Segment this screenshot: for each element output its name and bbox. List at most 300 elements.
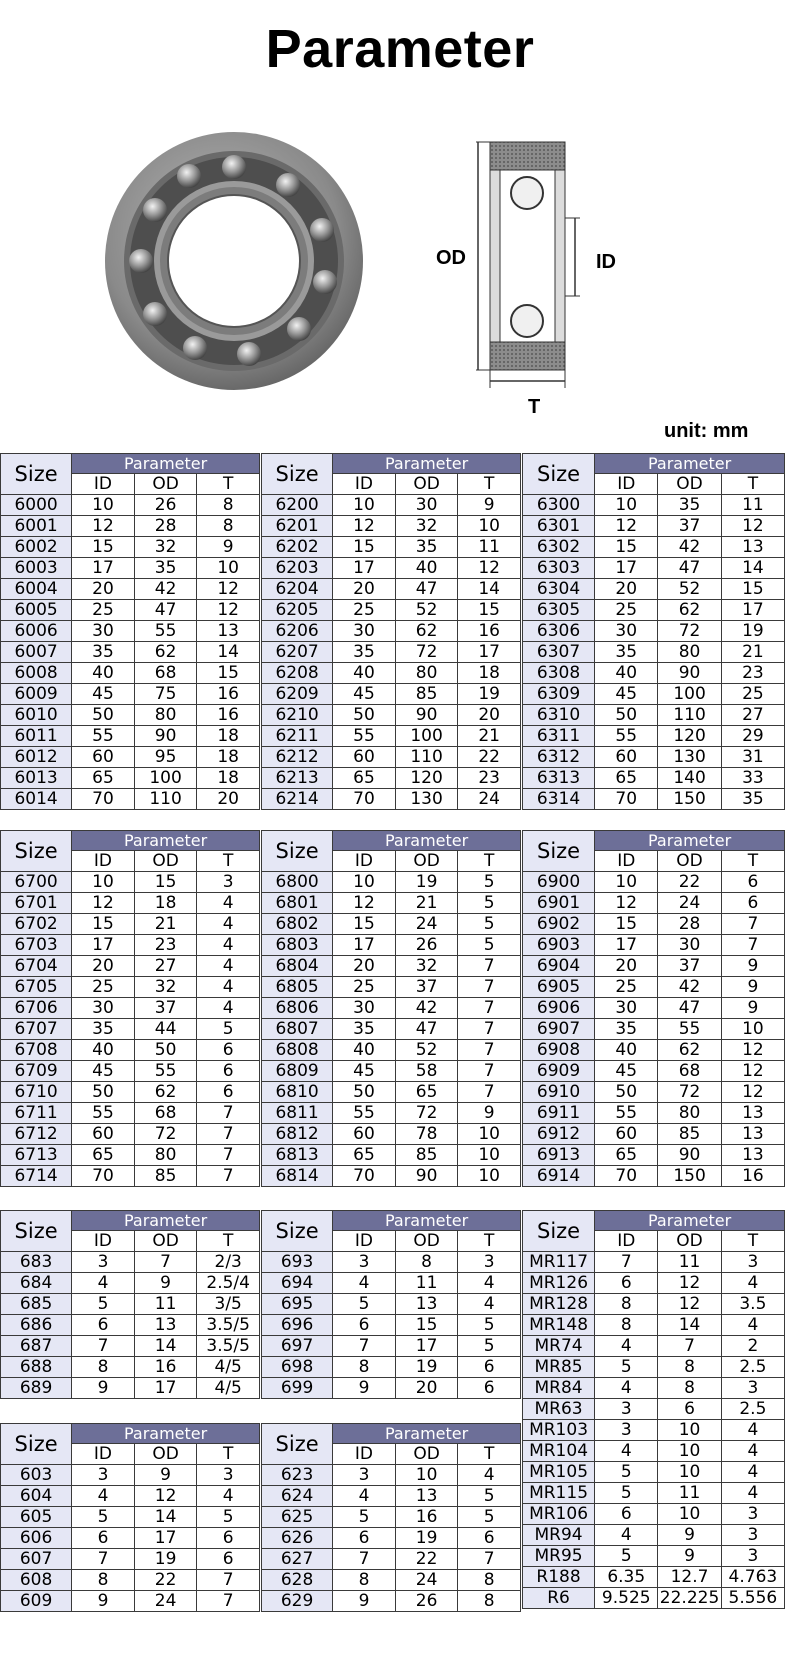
table-row bbox=[523, 914, 785, 935]
size-cell: MR126 bbox=[523, 1273, 595, 1294]
od-cell: 35 bbox=[134, 558, 197, 579]
t-cell: 19 bbox=[458, 684, 521, 705]
t-cell: 3 bbox=[721, 1252, 784, 1273]
od-cell: 9 bbox=[658, 1525, 721, 1546]
table-row bbox=[523, 726, 785, 747]
od-header: OD bbox=[395, 1231, 458, 1252]
size-cell: 6907 bbox=[523, 1019, 595, 1040]
od-cell: 17 bbox=[134, 1378, 197, 1399]
table-row bbox=[523, 1294, 785, 1315]
od-cell: 19 bbox=[395, 1357, 458, 1378]
od-cell: 21 bbox=[395, 893, 458, 914]
t-cell: 20 bbox=[197, 789, 260, 810]
size-cell: 6007 bbox=[1, 642, 72, 663]
id-cell: 6 bbox=[595, 1273, 658, 1294]
od-cell: 28 bbox=[134, 516, 197, 537]
t-cell: 4 bbox=[197, 893, 260, 914]
t-cell: 10 bbox=[197, 558, 260, 579]
id-cell: 4 bbox=[595, 1336, 658, 1357]
id-cell: 9 bbox=[333, 1591, 396, 1612]
table-row bbox=[523, 893, 785, 914]
table-row bbox=[262, 516, 521, 537]
table-row bbox=[1, 893, 260, 914]
t-cell: 10 bbox=[721, 1019, 784, 1040]
table-row bbox=[262, 747, 521, 768]
size-cell: 6912 bbox=[523, 1124, 595, 1145]
t-cell: 2/3 bbox=[197, 1252, 260, 1273]
id-header: ID bbox=[72, 851, 135, 872]
t-cell: 12 bbox=[197, 579, 260, 600]
size-cell: 6206 bbox=[262, 621, 333, 642]
table-row bbox=[262, 1145, 521, 1166]
od-cell: 7 bbox=[658, 1336, 721, 1357]
table-row bbox=[262, 621, 521, 642]
id-cell: 12 bbox=[72, 516, 135, 537]
t-cell: 7 bbox=[458, 956, 521, 977]
table-row bbox=[262, 1040, 521, 1061]
table-row bbox=[1, 956, 260, 977]
id-cell: 9 bbox=[72, 1378, 135, 1399]
table-row bbox=[523, 998, 785, 1019]
id-cell: 15 bbox=[72, 914, 135, 935]
t-cell: 4 bbox=[197, 956, 260, 977]
t-cell: 5 bbox=[197, 1019, 260, 1040]
od-cell: 37 bbox=[658, 516, 721, 537]
size-cell: 6710 bbox=[1, 1082, 72, 1103]
id-cell: 55 bbox=[72, 726, 135, 747]
table-row bbox=[1, 1465, 260, 1486]
od-cell: 72 bbox=[658, 621, 721, 642]
size-header: Size bbox=[1, 1211, 72, 1252]
size-cell: 6813 bbox=[262, 1145, 333, 1166]
t-cell: 12 bbox=[721, 1082, 784, 1103]
size-cell: 604 bbox=[1, 1486, 72, 1507]
od-cell: 6 bbox=[658, 1399, 721, 1420]
od-cell: 24 bbox=[395, 1570, 458, 1591]
id-cell: 30 bbox=[333, 621, 396, 642]
table-row bbox=[262, 663, 521, 684]
od-cell: 42 bbox=[658, 537, 721, 558]
od-cell: 30 bbox=[395, 495, 458, 516]
id-cell: 4 bbox=[333, 1486, 396, 1507]
table-row bbox=[1, 726, 260, 747]
od-cell: 62 bbox=[658, 600, 721, 621]
table-row bbox=[1, 1549, 260, 1570]
id-cell: 55 bbox=[72, 1103, 135, 1124]
t-cell: 3 bbox=[721, 1504, 784, 1525]
id-cell: 55 bbox=[333, 1103, 396, 1124]
od-cell: 37 bbox=[658, 956, 721, 977]
size-cell: 6911 bbox=[523, 1103, 595, 1124]
t-cell: 3 bbox=[458, 1252, 521, 1273]
id-cell: 15 bbox=[333, 914, 396, 935]
od-cell: 17 bbox=[395, 1336, 458, 1357]
table-row bbox=[262, 768, 521, 789]
t-cell: 17 bbox=[721, 600, 784, 621]
t-cell: 10 bbox=[458, 1166, 521, 1187]
size-cell: 6808 bbox=[262, 1040, 333, 1061]
id-cell: 17 bbox=[72, 558, 135, 579]
size-cell: 6306 bbox=[523, 621, 595, 642]
size-cell: R6 bbox=[523, 1588, 595, 1609]
od-cell: 40 bbox=[395, 558, 458, 579]
t-cell: 5 bbox=[458, 872, 521, 893]
size-cell: 685 bbox=[1, 1294, 72, 1315]
id-cell: 5 bbox=[333, 1507, 396, 1528]
t-cell: 7 bbox=[721, 935, 784, 956]
id-cell: 12 bbox=[595, 893, 658, 914]
t-cell: 11 bbox=[458, 537, 521, 558]
size-cell: 6810 bbox=[262, 1082, 333, 1103]
size-cell: 6714 bbox=[1, 1166, 72, 1187]
size-cell: 623 bbox=[262, 1465, 333, 1486]
table-row bbox=[523, 663, 785, 684]
t-cell: 11 bbox=[721, 495, 784, 516]
id-header: ID bbox=[595, 851, 658, 872]
od-header: OD bbox=[658, 474, 721, 495]
size-cell: 6914 bbox=[523, 1166, 595, 1187]
size-cell: 6009 bbox=[1, 684, 72, 705]
od-cell: 62 bbox=[395, 621, 458, 642]
parameter-header: Parameter bbox=[333, 831, 521, 851]
table-row bbox=[1, 1378, 260, 1399]
table-row bbox=[1, 705, 260, 726]
id-cell: 12 bbox=[595, 516, 658, 537]
t-header: T bbox=[458, 851, 521, 872]
t-cell: 5 bbox=[458, 935, 521, 956]
table-row bbox=[262, 1486, 521, 1507]
size-cell: MR106 bbox=[523, 1504, 595, 1525]
t-cell: 4 bbox=[721, 1441, 784, 1462]
t-cell: 13 bbox=[721, 1103, 784, 1124]
t-cell: 14 bbox=[458, 579, 521, 600]
od-cell: 13 bbox=[395, 1294, 458, 1315]
od-cell: 47 bbox=[395, 579, 458, 600]
od-cell: 47 bbox=[658, 998, 721, 1019]
t-cell: 3 bbox=[721, 1546, 784, 1567]
id-cell: 5 bbox=[595, 1483, 658, 1504]
od-cell: 15 bbox=[134, 872, 197, 893]
size-cell: 6214 bbox=[262, 789, 333, 810]
od-cell: 130 bbox=[395, 789, 458, 810]
od-cell: 32 bbox=[395, 956, 458, 977]
t-cell: 29 bbox=[721, 726, 784, 747]
table-row bbox=[523, 1103, 785, 1124]
t-cell: 2.5 bbox=[721, 1399, 784, 1420]
t-cell: 4 bbox=[197, 914, 260, 935]
bearing-photo bbox=[103, 130, 365, 392]
table-row bbox=[523, 977, 785, 998]
id-cell: 10 bbox=[333, 495, 396, 516]
id-cell: 6 bbox=[595, 1504, 658, 1525]
od-header: OD bbox=[395, 474, 458, 495]
t-cell: 7 bbox=[458, 1549, 521, 1570]
table-row bbox=[1, 1040, 260, 1061]
id-header: ID bbox=[333, 1231, 396, 1252]
size-cell: 605 bbox=[1, 1507, 72, 1528]
od-cell: 130 bbox=[658, 747, 721, 768]
od-cell: 19 bbox=[395, 1528, 458, 1549]
table-6000 bbox=[0, 453, 260, 810]
id-cell: 6 bbox=[333, 1315, 396, 1336]
table-row bbox=[1, 1357, 260, 1378]
id-cell: 5 bbox=[72, 1507, 135, 1528]
table-6700 bbox=[0, 830, 260, 1187]
size-cell: 688 bbox=[1, 1357, 72, 1378]
size-header: Size bbox=[523, 831, 595, 872]
od-cell: 24 bbox=[395, 914, 458, 935]
t-cell: 13 bbox=[197, 621, 260, 642]
od-cell: 15 bbox=[395, 1315, 458, 1336]
table-620 bbox=[261, 1423, 521, 1612]
id-label: ID bbox=[596, 251, 616, 273]
table-row bbox=[1, 579, 260, 600]
t-cell: 9 bbox=[458, 1103, 521, 1124]
id-cell: 8 bbox=[595, 1315, 658, 1336]
t-cell: 12 bbox=[197, 600, 260, 621]
size-cell: 6310 bbox=[523, 705, 595, 726]
t-cell: 12 bbox=[721, 1040, 784, 1061]
od-cell: 10 bbox=[395, 1465, 458, 1486]
table-row bbox=[1, 642, 260, 663]
size-cell: 6309 bbox=[523, 684, 595, 705]
size-header: Size bbox=[523, 454, 595, 495]
t-cell: 20 bbox=[458, 705, 521, 726]
size-cell: 6713 bbox=[1, 1145, 72, 1166]
od-header: OD bbox=[395, 851, 458, 872]
od-cell: 10 bbox=[658, 1441, 721, 1462]
id-cell: 4 bbox=[595, 1525, 658, 1546]
table-row bbox=[523, 1504, 785, 1525]
t-cell: 7 bbox=[458, 1082, 521, 1103]
size-cell: 697 bbox=[262, 1336, 333, 1357]
od-cell: 44 bbox=[134, 1019, 197, 1040]
t-cell: 4 bbox=[197, 1486, 260, 1507]
id-header: ID bbox=[333, 851, 396, 872]
table-row bbox=[262, 872, 521, 893]
id-cell: 40 bbox=[333, 663, 396, 684]
table-row bbox=[1, 1507, 260, 1528]
t-cell: 8 bbox=[197, 495, 260, 516]
t-cell: 8 bbox=[458, 1570, 521, 1591]
t-cell: 15 bbox=[721, 579, 784, 600]
parameter-header: Parameter bbox=[333, 454, 521, 474]
id-cell: 3 bbox=[595, 1399, 658, 1420]
t-header: T bbox=[721, 851, 784, 872]
id-header: ID bbox=[72, 1444, 135, 1465]
table-row bbox=[1, 1124, 260, 1145]
table-row bbox=[523, 642, 785, 663]
table-row bbox=[1, 768, 260, 789]
parameter-header: Parameter bbox=[333, 1211, 521, 1231]
size-cell: 6814 bbox=[262, 1166, 333, 1187]
t-cell: 6 bbox=[197, 1061, 260, 1082]
unit-label: unit: mm bbox=[664, 420, 749, 442]
id-cell: 65 bbox=[595, 1145, 658, 1166]
od-cell: 26 bbox=[395, 1591, 458, 1612]
table-row bbox=[523, 600, 785, 621]
parameter-header: Parameter bbox=[595, 454, 785, 474]
id-cell: 30 bbox=[333, 998, 396, 1019]
id-cell: 70 bbox=[333, 1166, 396, 1187]
table-row bbox=[1, 789, 260, 810]
od-cell: 19 bbox=[134, 1549, 197, 1570]
id-cell: 6 bbox=[72, 1528, 135, 1549]
t-header: T bbox=[458, 474, 521, 495]
id-cell: 8 bbox=[72, 1357, 135, 1378]
od-cell: 47 bbox=[395, 1019, 458, 1040]
size-cell: MR63 bbox=[523, 1399, 595, 1420]
t-cell: 8 bbox=[197, 516, 260, 537]
od-cell: 32 bbox=[395, 516, 458, 537]
t-cell: 4 bbox=[721, 1273, 784, 1294]
t-cell: 10 bbox=[458, 1124, 521, 1145]
od-cell: 10 bbox=[658, 1420, 721, 1441]
t-cell: 2.5/4 bbox=[197, 1273, 260, 1294]
table-row bbox=[1, 1145, 260, 1166]
od-cell: 85 bbox=[658, 1124, 721, 1145]
od-cell: 11 bbox=[658, 1252, 721, 1273]
table-row bbox=[262, 1315, 521, 1336]
table-row bbox=[262, 1591, 521, 1612]
table-row bbox=[523, 747, 785, 768]
size-cell: 608 bbox=[1, 1570, 72, 1591]
t-cell: 15 bbox=[197, 663, 260, 684]
table-row bbox=[1, 663, 260, 684]
size-cell: 6013 bbox=[1, 768, 72, 789]
od-cell: 90 bbox=[658, 663, 721, 684]
t-cell: 13 bbox=[721, 1145, 784, 1166]
id-cell: 30 bbox=[595, 621, 658, 642]
size-cell: 6207 bbox=[262, 642, 333, 663]
table-row bbox=[523, 1336, 785, 1357]
id-cell: 12 bbox=[72, 893, 135, 914]
id-cell: 17 bbox=[333, 558, 396, 579]
size-cell: 6314 bbox=[523, 789, 595, 810]
id-cell: 4 bbox=[333, 1273, 396, 1294]
table-row bbox=[262, 495, 521, 516]
t-cell: 16 bbox=[197, 705, 260, 726]
table-row bbox=[523, 1357, 785, 1378]
od-cell: 68 bbox=[134, 663, 197, 684]
od-cell: 22 bbox=[395, 1549, 458, 1570]
t-cell: 18 bbox=[197, 768, 260, 789]
id-cell: 4 bbox=[72, 1486, 135, 1507]
size-cell: 6805 bbox=[262, 977, 333, 998]
t-cell: 4 bbox=[721, 1462, 784, 1483]
t-cell: 18 bbox=[197, 726, 260, 747]
size-cell: 689 bbox=[1, 1378, 72, 1399]
od-cell: 19 bbox=[395, 872, 458, 893]
size-cell: 6711 bbox=[1, 1103, 72, 1124]
size-cell: 6705 bbox=[1, 977, 72, 998]
table-row bbox=[262, 1570, 521, 1591]
od-cell: 11 bbox=[658, 1483, 721, 1504]
t-cell: 3 bbox=[721, 1378, 784, 1399]
od-cell: 22 bbox=[658, 872, 721, 893]
id-cell: 10 bbox=[72, 495, 135, 516]
od-cell: 32 bbox=[134, 977, 197, 998]
table-row bbox=[523, 1252, 785, 1273]
size-cell: 6302 bbox=[523, 537, 595, 558]
size-cell: 696 bbox=[262, 1315, 333, 1336]
id-cell: 25 bbox=[595, 977, 658, 998]
table-680 bbox=[0, 1210, 260, 1399]
size-cell: 693 bbox=[262, 1252, 333, 1273]
size-cell: 6304 bbox=[523, 579, 595, 600]
id-cell: 70 bbox=[333, 789, 396, 810]
id-header: ID bbox=[72, 1231, 135, 1252]
table-row bbox=[523, 516, 785, 537]
id-cell: 55 bbox=[595, 726, 658, 747]
id-cell: 15 bbox=[72, 537, 135, 558]
id-cell: 3 bbox=[72, 1252, 135, 1273]
od-cell: 80 bbox=[134, 1145, 197, 1166]
page-title: Parameter bbox=[265, 19, 535, 79]
table-row bbox=[523, 1166, 785, 1187]
t-cell: 5 bbox=[458, 1486, 521, 1507]
table-row bbox=[523, 1399, 785, 1420]
size-header: Size bbox=[1, 1424, 72, 1465]
id-cell: 70 bbox=[72, 789, 135, 810]
od-cell: 12 bbox=[134, 1486, 197, 1507]
id-cell: 45 bbox=[72, 1061, 135, 1082]
od-cell: 58 bbox=[395, 1061, 458, 1082]
size-cell: 6901 bbox=[523, 893, 595, 914]
size-cell: MR148 bbox=[523, 1315, 595, 1336]
size-cell: 6212 bbox=[262, 747, 333, 768]
table-row bbox=[523, 1483, 785, 1504]
size-cell: 6909 bbox=[523, 1061, 595, 1082]
od-cell: 35 bbox=[395, 537, 458, 558]
size-cell: 6004 bbox=[1, 579, 72, 600]
size-cell: 6303 bbox=[523, 558, 595, 579]
table-row bbox=[1, 621, 260, 642]
id-cell: 5 bbox=[72, 1294, 135, 1315]
id-cell: 45 bbox=[333, 684, 396, 705]
table-row bbox=[523, 1082, 785, 1103]
size-cell: 6803 bbox=[262, 935, 333, 956]
id-cell: 20 bbox=[72, 956, 135, 977]
size-header: Size bbox=[262, 1211, 333, 1252]
size-cell: 6811 bbox=[262, 1103, 333, 1124]
id-cell: 20 bbox=[333, 579, 396, 600]
t-cell: 33 bbox=[721, 768, 784, 789]
size-cell: 6204 bbox=[262, 579, 333, 600]
id-cell: 4 bbox=[595, 1378, 658, 1399]
id-cell: 55 bbox=[595, 1103, 658, 1124]
id-cell: 8 bbox=[333, 1570, 396, 1591]
size-cell: 6006 bbox=[1, 621, 72, 642]
table-690 bbox=[261, 1210, 521, 1399]
od-cell: 100 bbox=[658, 684, 721, 705]
t-header: T bbox=[721, 1231, 784, 1252]
table-row bbox=[523, 1040, 785, 1061]
id-cell: 65 bbox=[333, 768, 396, 789]
size-cell: MR95 bbox=[523, 1546, 595, 1567]
t-cell: 7 bbox=[458, 1061, 521, 1082]
size-header: Size bbox=[262, 831, 333, 872]
size-cell: 6908 bbox=[523, 1040, 595, 1061]
table-row bbox=[262, 935, 521, 956]
table-row bbox=[262, 1378, 521, 1399]
od-cell: 62 bbox=[134, 642, 197, 663]
od-cell: 85 bbox=[134, 1166, 197, 1187]
table-row bbox=[523, 935, 785, 956]
table-row bbox=[1, 1336, 260, 1357]
size-cell: 6203 bbox=[262, 558, 333, 579]
size-cell: 683 bbox=[1, 1252, 72, 1273]
